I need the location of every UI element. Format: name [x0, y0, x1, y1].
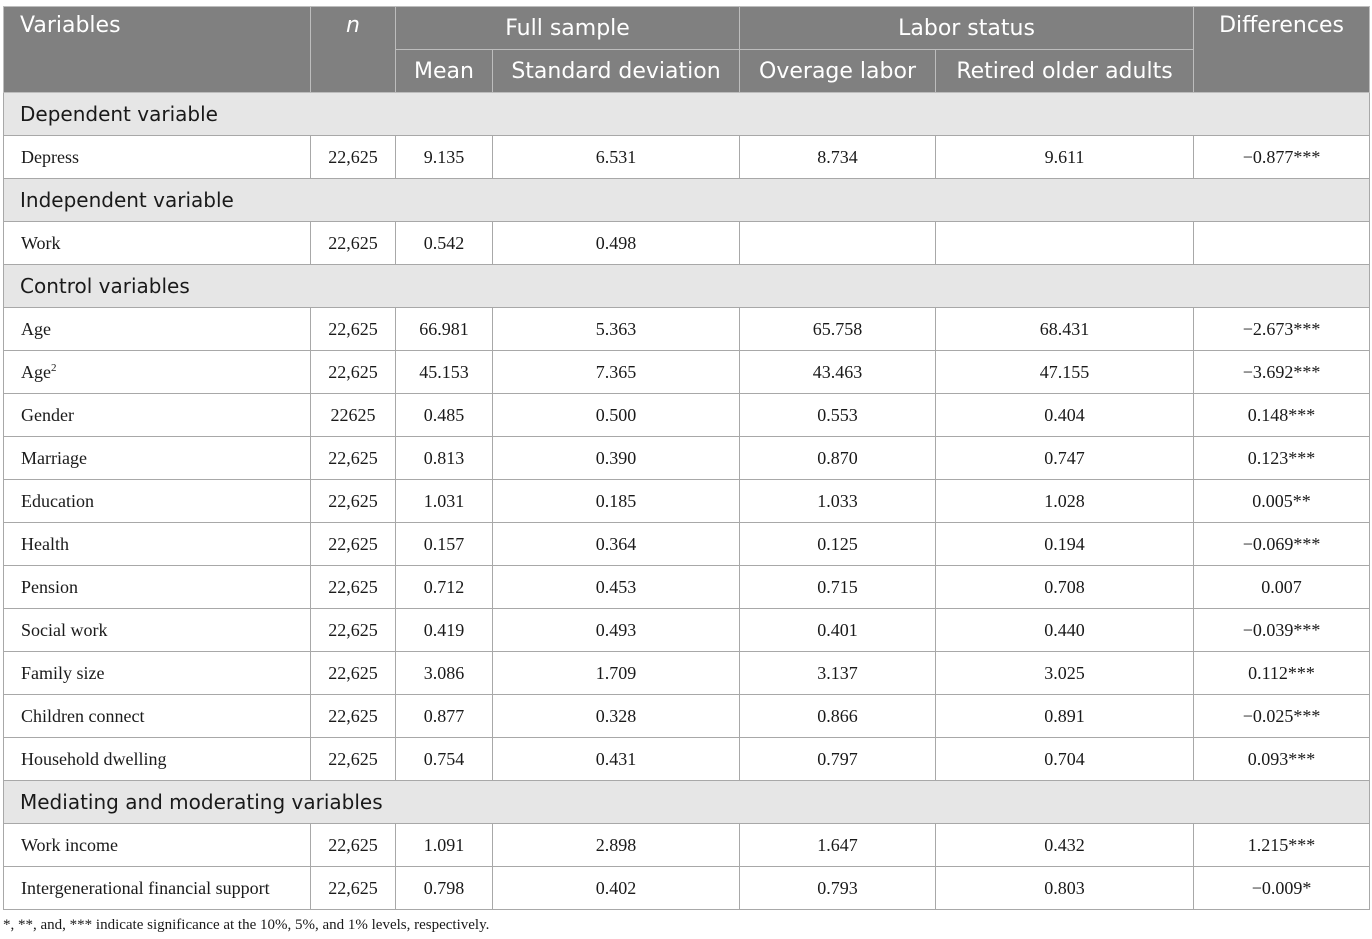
cell-mean: 1.091 [396, 824, 493, 867]
cell-n: 22625 [311, 394, 396, 437]
cell-retired: 0.803 [936, 867, 1194, 910]
cell-mean: 0.419 [396, 609, 493, 652]
cell-diff: 0.112*** [1194, 652, 1370, 695]
section-dependent [4, 93, 1370, 136]
row-label: Pension [4, 566, 311, 609]
table-row-children-connect [4, 695, 1370, 738]
cell-sd: 0.493 [493, 609, 740, 652]
cell-mean: 0.712 [396, 566, 493, 609]
cell-mean: 0.542 [396, 222, 493, 265]
cell-sd: 7.365 [493, 351, 740, 394]
cell-overage: 0.870 [740, 437, 936, 480]
header-mean: Mean [396, 50, 493, 93]
cell-diff: 0.093*** [1194, 738, 1370, 781]
cell-retired [936, 222, 1194, 265]
cell-diff: 0.005** [1194, 480, 1370, 523]
section-mediating [4, 781, 1370, 824]
table-row-intergenerational-support [4, 867, 1370, 910]
cell-n: 22,625 [311, 695, 396, 738]
cell-diff: −0.025*** [1194, 695, 1370, 738]
cell-retired: 0.432 [936, 824, 1194, 867]
cell-retired: 0.891 [936, 695, 1194, 738]
row-label: Household dwelling [4, 738, 311, 781]
cell-n: 22,625 [311, 867, 396, 910]
cell-sd: 0.364 [493, 523, 740, 566]
row-label: Intergenerational financial support [4, 867, 311, 910]
cell-diff: 0.007 [1194, 566, 1370, 609]
row-label: Work income [4, 824, 311, 867]
table-row-pension [4, 566, 1370, 609]
section-label: Mediating and moderating variables [4, 781, 1370, 824]
cell-diff: −0.069*** [1194, 523, 1370, 566]
cell-retired: 0.704 [936, 738, 1194, 781]
cell-diff [1194, 222, 1370, 265]
section-control [4, 265, 1370, 308]
cell-diff: 1.215*** [1194, 824, 1370, 867]
cell-sd: 0.431 [493, 738, 740, 781]
cell-mean: 9.135 [396, 136, 493, 179]
table-row-work-income [4, 824, 1370, 867]
cell-diff: −3.692*** [1194, 351, 1370, 394]
cell-sd: 0.498 [493, 222, 740, 265]
cell-overage: 65.758 [740, 308, 936, 351]
cell-diff: −0.039*** [1194, 609, 1370, 652]
cell-retired: 3.025 [936, 652, 1194, 695]
header-sd: Standard deviation [493, 50, 740, 93]
section-label: Independent variable [4, 179, 1370, 222]
table-row-household-dwelling [4, 738, 1370, 781]
header-variables: Variables [4, 7, 311, 93]
cell-mean: 66.981 [396, 308, 493, 351]
table-row-gender [4, 394, 1370, 437]
cell-n: 22,625 [311, 480, 396, 523]
header-row-1 [4, 7, 1370, 50]
cell-overage: 1.033 [740, 480, 936, 523]
table-row-education [4, 480, 1370, 523]
cell-sd: 0.185 [493, 480, 740, 523]
cell-n: 22,625 [311, 566, 396, 609]
cell-retired: 0.194 [936, 523, 1194, 566]
cell-sd: 0.402 [493, 867, 740, 910]
table-footnote: *, **, and, *** indicate significance at the 10%, 5%, and 1% levels, respectively. [3, 917, 490, 933]
header-full-sample: Full sample [396, 7, 740, 50]
row-label: Family size [4, 652, 311, 695]
cell-n: 22,625 [311, 523, 396, 566]
header-retired-older-adults: Retired older adults [936, 50, 1194, 93]
table-row-work [4, 222, 1370, 265]
row-label: Health [4, 523, 311, 566]
table-row-family-size [4, 652, 1370, 695]
cell-mean: 1.031 [396, 480, 493, 523]
cell-sd: 0.328 [493, 695, 740, 738]
table-row-social-work [4, 609, 1370, 652]
cell-diff: 0.123*** [1194, 437, 1370, 480]
header-n: n [311, 7, 396, 93]
cell-overage: 0.715 [740, 566, 936, 609]
cell-n: 22,625 [311, 824, 396, 867]
table-row-health [4, 523, 1370, 566]
cell-retired: 47.155 [936, 351, 1194, 394]
cell-sd: 5.363 [493, 308, 740, 351]
row-label [4, 351, 311, 394]
cell-sd: 2.898 [493, 824, 740, 867]
cell-n: 22,625 [311, 609, 396, 652]
cell-n: 22,625 [311, 351, 396, 394]
cell-mean: 0.798 [396, 867, 493, 910]
cell-mean: 3.086 [396, 652, 493, 695]
descriptive-statistics-table [3, 6, 1370, 910]
row-label: Age [4, 308, 311, 351]
row-label: Work [4, 222, 311, 265]
cell-diff: −0.009* [1194, 867, 1370, 910]
cell-retired: 0.747 [936, 437, 1194, 480]
row-label-text: Age [21, 361, 51, 382]
table-row-age [4, 308, 1370, 351]
cell-overage: 0.797 [740, 738, 936, 781]
cell-overage: 0.553 [740, 394, 936, 437]
table-row-depress [4, 136, 1370, 179]
cell-retired: 0.404 [936, 394, 1194, 437]
cell-overage: 1.647 [740, 824, 936, 867]
cell-retired: 68.431 [936, 308, 1194, 351]
cell-overage: 3.137 [740, 652, 936, 695]
cell-n: 22,625 [311, 222, 396, 265]
cell-diff: 0.148*** [1194, 394, 1370, 437]
section-independent [4, 179, 1370, 222]
row-label: Gender [4, 394, 311, 437]
row-label: Education [4, 480, 311, 523]
cell-retired: 9.611 [936, 136, 1194, 179]
cell-sd: 6.531 [493, 136, 740, 179]
cell-sd: 0.390 [493, 437, 740, 480]
cell-retired: 1.028 [936, 480, 1194, 523]
cell-diff: −0.877*** [1194, 136, 1370, 179]
cell-mean: 0.754 [396, 738, 493, 781]
cell-sd: 0.453 [493, 566, 740, 609]
cell-retired: 0.440 [936, 609, 1194, 652]
cell-n: 22,625 [311, 652, 396, 695]
cell-overage: 43.463 [740, 351, 936, 394]
cell-overage [740, 222, 936, 265]
cell-mean: 0.877 [396, 695, 493, 738]
cell-n: 22,625 [311, 308, 396, 351]
header-differences: Differences [1194, 7, 1370, 93]
table-row-age-squared [4, 351, 1370, 394]
row-label: Depress [4, 136, 311, 179]
table-row-marriage [4, 437, 1370, 480]
row-label-superscript: 2 [51, 361, 57, 374]
cell-n: 22,625 [311, 437, 396, 480]
section-label: Control variables [4, 265, 1370, 308]
cell-overage: 0.793 [740, 867, 936, 910]
cell-overage: 8.734 [740, 136, 936, 179]
row-label: Children connect [4, 695, 311, 738]
cell-diff: −2.673*** [1194, 308, 1370, 351]
cell-mean: 0.813 [396, 437, 493, 480]
cell-n: 22,625 [311, 738, 396, 781]
cell-overage: 0.401 [740, 609, 936, 652]
cell-sd: 1.709 [493, 652, 740, 695]
cell-overage: 0.866 [740, 695, 936, 738]
row-label: Marriage [4, 437, 311, 480]
row-label: Social work [4, 609, 311, 652]
cell-mean: 0.157 [396, 523, 493, 566]
cell-mean: 0.485 [396, 394, 493, 437]
header-labor-status: Labor status [740, 7, 1194, 50]
cell-mean: 45.153 [396, 351, 493, 394]
cell-sd: 0.500 [493, 394, 740, 437]
header-overage-labor: Overage labor [740, 50, 936, 93]
cell-retired: 0.708 [936, 566, 1194, 609]
cell-overage: 0.125 [740, 523, 936, 566]
section-label: Dependent variable [4, 93, 1370, 136]
cell-n: 22,625 [311, 136, 396, 179]
